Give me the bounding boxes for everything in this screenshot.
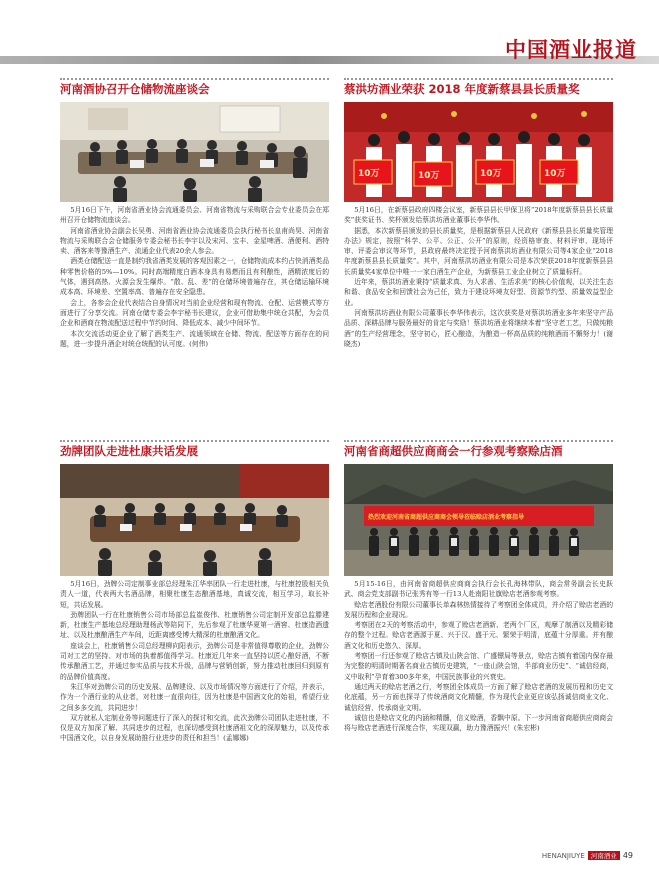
meeting-photo-illustration	[60, 102, 329, 202]
paragraph: 酒类仓储配送一直是制约我省酒类发展的客观因素之一，仓储物流成本约占快消酒类品种零售价格的5%—10%。同时高端精度白酒本身具有易燃而且有利酿性，酒精浓度后的气体，遇到高热、火源会发生爆炸。“散、乱、差”的仓储环境普遍存在，其仓储运输环境成本高、环境差、空置率高、普遍存在安全隐患。	[60, 257, 329, 297]
group-photo-illustration	[344, 464, 613, 576]
article-body	[60, 205, 329, 349]
magazine-section-title: 中国酒业报道	[505, 38, 637, 62]
paragraph: 据悉，本次新蔡县颁发的县长质量奖，是根据新蔡县人民政府《新蔡县县长质量奖管理办法》规定，按照“科学、公平、公正、公开”的原则，经资格审查、材料评审、现场评审、评委会审议等环节，县政府最终决定授予河南蔡洪坊酒业有限公司等4家企业“2018年度新蔡县县长质量奖”。其中，河南蔡洪坊酒业有限公司是本次荣获2018年度新蔡县县长质量奖4家单位中唯一一家白酒生产企业，为新蔡县工业企业树立了质量标杆。	[344, 226, 613, 276]
article-body	[344, 205, 613, 349]
paragraph: 赊店老酒股份有限公司董事长单森林热情接待了考察团全体成员，并介绍了赊店老酒的发展历程和企业现况。	[344, 600, 613, 619]
divider	[344, 78, 613, 80]
paragraph: 双方就私人定制业务等问题进行了深入的探讨和交流，此次劲牌公司团队走进杜康，不仅是双方加深了解、共同进步的过程，也深切感受到杜康酒祖文化的深厚魅力，以及传承中国酒文化，以自身发展助推行业进步的责任和担当！(孟娜娜)	[60, 713, 329, 743]
divider	[344, 440, 613, 442]
page-number: 49	[622, 851, 633, 860]
award-photo-illustration	[344, 102, 613, 202]
article-headline: 河南酒协召开仓储物流座谈会	[60, 82, 210, 96]
page-footer	[542, 851, 633, 860]
article-headline: 劲牌团队走进杜康共话发展	[60, 444, 198, 458]
masthead	[0, 0, 659, 72]
paragraph: 座谈会上，杜康销售公司总经理柳向阳表示，劲牌公司是非常值得尊敬的企业，劲牌公司对工艺的坚持、对市场的执着都值得学习。杜康近几年来一直坚持以匠心酿好酒，不断传承酿酒工艺，并通过参实品质与技术升级，品牌与营销创新，努力推动杜康回归到原有的品牌价值高度。	[60, 641, 329, 681]
magazine-tag: 河南酒业	[588, 851, 620, 860]
paragraph: 通过两天的赊店老酒之行，考察团全体成员一方面了解了赊店老酒的发展历程和历史文化底蕴，另一方面也探寻了传统酒商文化精髓，作为现代企业更应该弘扬诚信商业文化、诚信经营、传承商业文明。	[344, 682, 613, 712]
magazine-name: HENANJIUYE	[541, 851, 585, 860]
paragraph: 诚信也是赊店文化的内涵和精髓，信义赊酒，香飘中原。下一步河南省商超供应商商会将与赊店老酒进行深度合作，实现双赢，助力豫酒振兴！(朱宏彬)	[344, 713, 613, 733]
award-board-text: 10万	[544, 169, 566, 179]
award-board-text: 10万	[358, 169, 380, 179]
paragraph: 考察团在2天的考察活动中，参观了赊店老酒新、老两个厂区，观摩了制酒以及精彩储存的整个过程。赊店老酒源于夏、兴于汉、盛于元、繁荣于明清，底蕴十分厚重。并有酿酒文化和历史悠久、深厚。	[344, 621, 613, 650]
meeting-room-photo	[60, 102, 329, 202]
paragraph: 河南蔡洪坊酒业有限公司董事长李华伟表示，这次获奖是对蔡洪坊酒业多年来坚守产品品质、深耕品牌与服务最好的肯定与奖励！蔡洪坊酒业将继续本着“坚守老工艺，只做纯粮酒”的生产经营理念，坚守初心，匠心酿造，为酿造一杯高品质的纯粮酒而不懈努力！(谢晓杰)	[344, 308, 613, 348]
paragraph: 5月16日，劲牌公司定制事业部总经理朱江华率团队一行走进杜康，与杜康控股相关负责人一道，代表两大名酒品牌，相聚杜康生态酿酒基地，真诚交流，相互学习，取长补短，共话发展。	[60, 580, 329, 609]
group-photo	[344, 464, 613, 576]
article-sheidian-visit	[344, 440, 613, 733]
jinpai-photo-illustration	[60, 464, 329, 576]
paragraph: 考察团一行还参观了赊店古镇及山陕会馆、广盛镖局等景点，赊店古镇有着国内保存最为完整的明清时期著名商业古镇历史建筑，“一座山陕会馆，半部商业历史”、“诚信经商，义中取利”孕育着300多年来，中国民族事业的兴衰史。	[344, 652, 613, 681]
award-board-text: 10万	[480, 169, 502, 179]
article-body	[344, 579, 613, 733]
article-headline: 蔡洪坊酒业荣获 2018 年度新蔡县县长质量奖	[344, 82, 580, 96]
divider	[60, 440, 329, 442]
article-quality-award	[344, 78, 613, 349]
article-warehouse-forum	[60, 78, 329, 349]
group-banner-text: 热烈欢迎河南省商超供应商商会领导莅临赊店酒业考察指导	[368, 514, 525, 521]
paragraph: 5月15-16日，由河南省商超供应商商会执行会长孔海林带队，商会常务副会长史跃武、商会党支部副书记张秀有等一行13人赴南阳社旗赊店老酒参观考察。	[344, 580, 613, 599]
divider	[60, 78, 329, 80]
paragraph: 5月16日，在新蔡县政府四楼会议室，新蔡县县长甲保卫将“2018年度新蔡县县长质量奖”获奖证书、奖杯颁发给蔡洪坊酒业董事长李华伟。	[344, 206, 613, 225]
paragraph: 本次交流活动更企业了解了酒类生产、流通领域在仓储、物流、配送等方面存在的问题，进一步提升酒企对统仓统配的认可度。(何伟)	[60, 329, 329, 348]
article-headline: 河南省商超供应商商会一行参观考察赊店酒	[344, 444, 563, 458]
paragraph: 5月16日下午，河南省酒业协会流通委员会、河南省物流与采购联合会专业委员会在郑州召开仓储物流座谈会。	[60, 206, 329, 225]
paragraph: 河南省酒业协会副会长吴勇、河南省酒业协会流通委员会执行秘书长皇甫尚昊、河南省物流与采购联合会仓储服务专委会秘书长李宇以及宋河、宝丰、金星啤酒、酒便利、酒特卖、酒客来等豫酒生产、流通企业代表20余人参会。	[60, 226, 329, 256]
paragraph: 朱江华对劲牌公司的历史发展、品牌建设、以及市场情况等方面进行了介绍，并表示，作为一个酒行业的从业者，对杜康一直很向往，因为杜康是中国酒文化的始祖，希望行业之间多多交流，共同进步！	[60, 682, 329, 712]
paragraph: 劲牌团队一行在杜康销售公司市场部总监崔俊伟、杜康销售公司定制开发部总监滕建新，杜康生产基地总经理助理杨武等陪同下，先后参观了杜康华夏第一酒窖、杜康造酒遗址、以及杜康酿酒生产车间，近距离感受博大精深的杜康酿酒文化。	[60, 610, 329, 640]
paragraph: 近年来，蔡洪坊酒业秉持“质量求真、为人求善、生活求美”的核心价值观，以关注生态和谐、食品安全和回馈社会为己任，致力于建设环境友好型、资源节约型、质量效益型企业。	[344, 278, 613, 307]
award-ceremony-photo	[344, 102, 613, 202]
paragraph: 会上，各参会企业代表结合自身情况对当前企业经营和现有物流、仓配、运营模式等方面进行了分享交流。河南仓储专委会李宇秘书长建议，企业可借助集中统仓共配，为会员企业和酒商在物流配送过程中节约时间、降低成本、减少中间环节。	[60, 298, 329, 328]
article-body	[60, 579, 329, 744]
jinpai-meeting-photo	[60, 464, 329, 576]
award-board-text: 10万	[418, 171, 440, 181]
article-jinpai-dukang	[60, 440, 329, 744]
